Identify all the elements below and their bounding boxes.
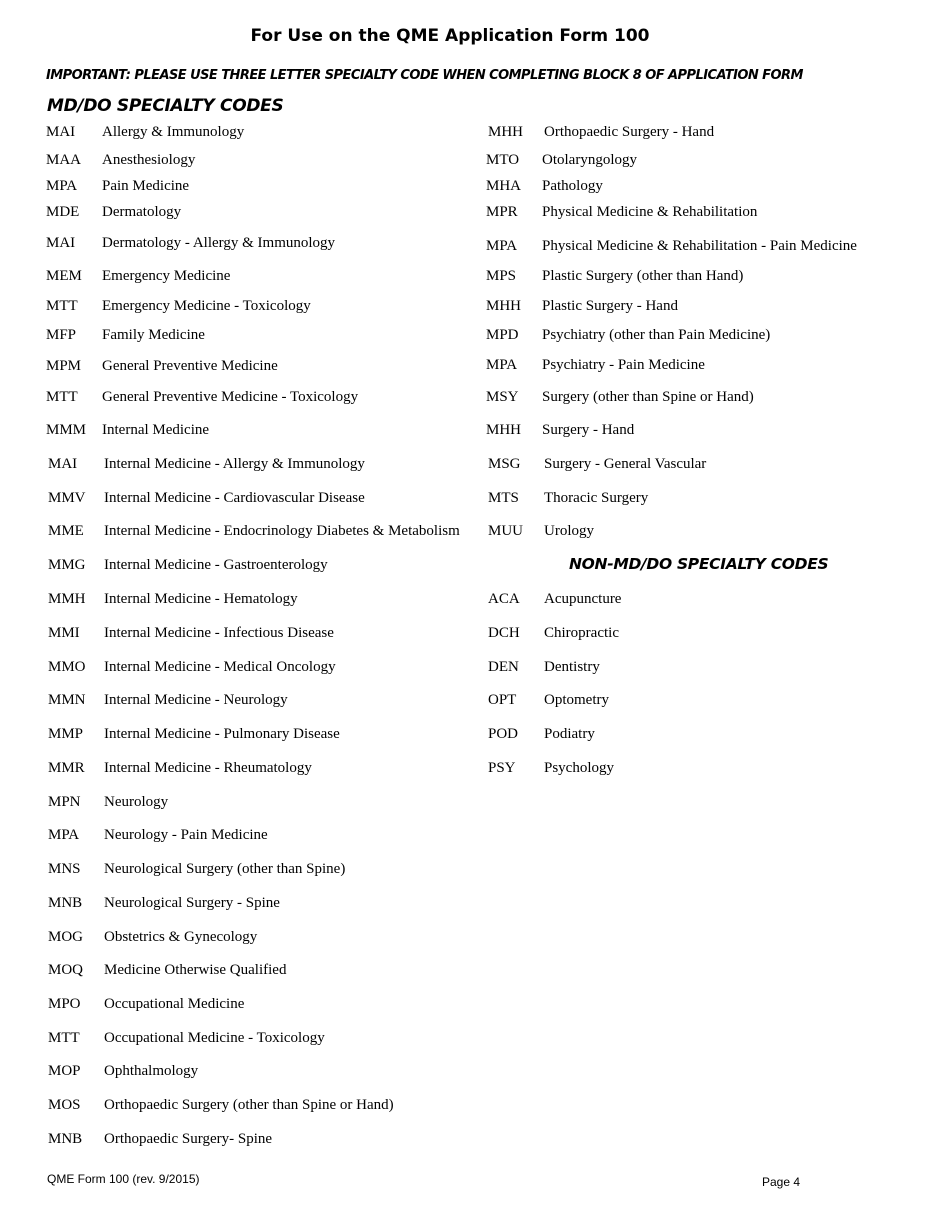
specialty-description: Psychiatry - Pain Medicine	[542, 357, 705, 373]
specialty-code: MAI	[46, 235, 76, 251]
specialty-code: MPO	[48, 996, 81, 1012]
specialty-code: MPM	[46, 358, 82, 374]
specialty-description: Orthopaedic Surgery- Spine	[104, 1131, 273, 1147]
specialty-code: MOS	[48, 1097, 81, 1113]
specialty-code: MSY	[486, 389, 519, 405]
specialty-description: Thoracic Surgery	[544, 490, 649, 506]
specialty-description: Internal Medicine - Allergy & Immunology	[104, 456, 365, 472]
specialty-code: MPN	[48, 794, 81, 810]
specialty-code: MOP	[48, 1063, 81, 1079]
specialty-code: MTS	[488, 490, 519, 506]
specialty-description: Internal Medicine - Hematology	[104, 591, 298, 607]
specialty-description: Internal Medicine	[102, 422, 210, 438]
specialty-description: Plastic Surgery - Hand	[542, 298, 678, 314]
md-do-heading: MD/DO SPECIALTY CODES	[47, 96, 284, 116]
specialty-code: MOG	[48, 929, 84, 945]
specialty-description: Surgery (other than Spine or Hand)	[542, 389, 754, 405]
specialty-description: Ophthalmology	[104, 1063, 199, 1079]
specialty-description: Otolaryngology	[542, 152, 637, 168]
specialty-description: Medicine Otherwise Qualified	[104, 962, 287, 978]
specialty-code: MFP	[46, 327, 77, 343]
footer-form-revision: QME Form 100 (rev. 9/2015)	[47, 1172, 200, 1186]
specialty-code: PSY	[488, 760, 516, 776]
specialty-description: Dentistry	[544, 659, 600, 675]
specialty-description: Orthopaedic Surgery - Hand	[544, 124, 715, 140]
specialty-code: MHH	[486, 422, 522, 438]
non-md-do-heading: NON-MD/DO SPECIALTY CODES	[569, 555, 829, 573]
specialty-description: Urology	[544, 523, 594, 539]
specialty-code: MAI	[48, 456, 78, 472]
specialty-code: DEN	[488, 659, 519, 675]
specialty-description: Internal Medicine - Infectious Disease	[104, 625, 334, 641]
specialty-code: MOQ	[48, 962, 84, 978]
specialty-code: MTT	[46, 389, 78, 405]
specialty-code: MPR	[486, 204, 518, 220]
specialty-code: MNS	[48, 861, 81, 877]
specialty-code: MHH	[488, 124, 524, 140]
specialty-description: Family Medicine	[102, 327, 205, 343]
specialty-code: MMV	[48, 490, 86, 506]
specialty-code: MPD	[486, 327, 519, 343]
specialty-code: MMR	[48, 760, 85, 776]
specialty-description: Emergency Medicine	[102, 268, 231, 284]
specialty-code: OPT	[488, 692, 517, 708]
page-title: For Use on the QME Application Form 100	[250, 26, 650, 46]
specialty-code: MAA	[46, 152, 82, 168]
specialty-description: Anesthesiology	[102, 152, 196, 168]
specialty-code: MTO	[486, 152, 520, 168]
specialty-description: Internal Medicine - Pulmonary Disease	[104, 726, 340, 742]
specialty-code: MEM	[46, 268, 82, 284]
specialty-description: Emergency Medicine - Toxicology	[102, 298, 311, 314]
specialty-description: General Preventive Medicine	[102, 358, 278, 374]
footer-page-number: Page 4	[762, 1175, 801, 1189]
specialty-description: Podiatry	[544, 726, 595, 742]
specialty-description: Psychiatry (other than Pain Medicine)	[542, 327, 771, 343]
specialty-description: Neurology	[104, 794, 169, 810]
specialty-code: MPA	[486, 238, 518, 254]
specialty-code: MNB	[48, 1131, 83, 1147]
specialty-code: ACA	[488, 591, 520, 607]
specialty-code: MTT	[48, 1030, 80, 1046]
specialty-description: General Preventive Medicine - Toxicology	[102, 389, 359, 405]
specialty-description: Physical Medicine & Rehabilitation	[542, 204, 758, 220]
specialty-code: MHA	[486, 178, 522, 194]
specialty-code: MAI	[46, 124, 76, 140]
specialty-description: Optometry	[544, 692, 609, 708]
specialty-description: Psychology	[544, 760, 615, 776]
specialty-description: Obstetrics & Gynecology	[104, 929, 258, 945]
specialty-description: Internal Medicine - Gastroenterology	[104, 557, 328, 573]
specialty-code: MPS	[486, 268, 517, 284]
specialty-code: MMO	[48, 659, 86, 675]
specialty-code: MUU	[488, 523, 524, 539]
specialty-code: MMG	[48, 557, 86, 573]
important-notice: IMPORTANT: PLEASE USE THREE LETTER SPECIALTY CODE WHEN COMPLETING BLOCK 8 OF APPLICATION FORM	[46, 68, 803, 83]
specialty-description: Internal Medicine - Cardiovascular Disease	[104, 490, 365, 506]
specialty-code: MPA	[486, 357, 518, 373]
specialty-description: Dermatology	[102, 204, 182, 220]
specialty-description: Neurology - Pain Medicine	[104, 827, 268, 843]
specialty-description: Dermatology - Allergy & Immunology	[102, 235, 336, 251]
specialty-description: Surgery - Hand	[542, 422, 635, 438]
specialty-code: MHH	[486, 298, 522, 314]
specialty-code: MMN	[48, 692, 86, 708]
specialty-code: MNB	[48, 895, 83, 911]
specialty-description: Occupational Medicine	[104, 996, 245, 1012]
specialty-description: Acupuncture	[544, 591, 622, 607]
specialty-code: MPA	[46, 178, 78, 194]
specialty-description: Orthopaedic Surgery (other than Spine or Hand)	[104, 1097, 394, 1113]
specialty-description: Chiropractic	[544, 625, 619, 641]
specialty-description: Plastic Surgery (other than Hand)	[542, 268, 744, 284]
specialty-description: Neurological Surgery (other than Spine)	[104, 861, 346, 877]
specialty-description: Allergy & Immunology	[102, 124, 245, 140]
specialty-description: Internal Medicine - Endocrinology Diabetes & Metabolism	[104, 523, 460, 539]
specialty-description: Internal Medicine - Neurology	[104, 692, 288, 708]
specialty-description: Occupational Medicine - Toxicology	[104, 1030, 325, 1046]
specialty-description: Pathology	[542, 178, 603, 194]
specialty-code: MMP	[48, 726, 84, 742]
specialty-code: MTT	[46, 298, 78, 314]
specialty-description: Pain Medicine	[102, 178, 190, 194]
specialty-description: Internal Medicine - Medical Oncology	[104, 659, 336, 675]
specialty-code: MPA	[48, 827, 80, 843]
specialty-description: Internal Medicine - Rheumatology	[104, 760, 312, 776]
specialty-description: Neurological Surgery - Spine	[104, 895, 280, 911]
specialty-description: Surgery - General Vascular	[544, 456, 707, 472]
specialty-code: DCH	[488, 625, 520, 641]
specialty-code: MMM	[46, 422, 87, 438]
specialty-code: MMH	[48, 591, 86, 607]
specialty-code: MMI	[48, 625, 80, 641]
specialty-code: POD	[488, 726, 519, 742]
specialty-code: MDE	[46, 204, 80, 220]
specialty-code: MME	[48, 523, 84, 539]
specialty-code: MSG	[488, 456, 521, 472]
specialty-description: Physical Medicine & Rehabilitation - Pain Medicine	[542, 238, 857, 254]
